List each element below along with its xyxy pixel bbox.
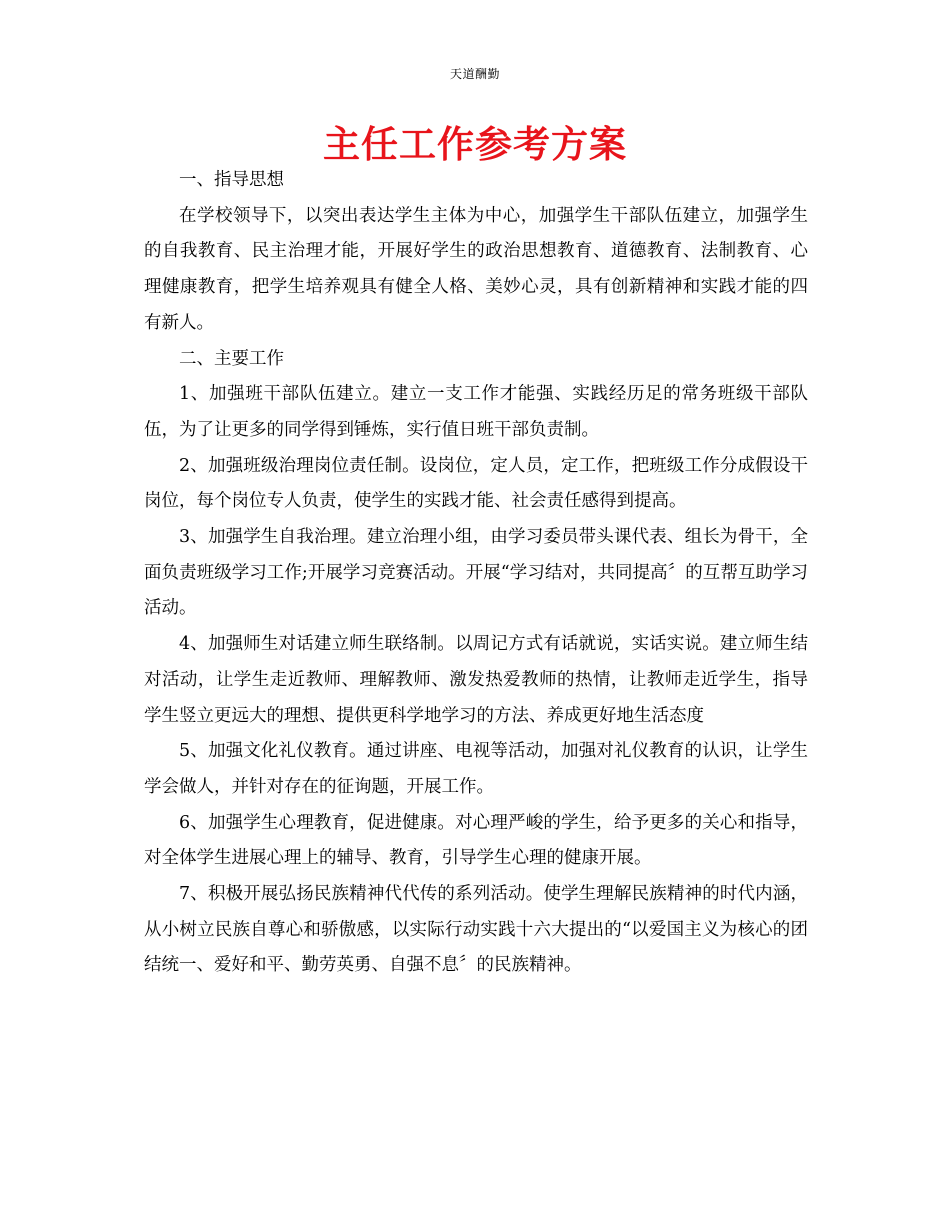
- list-item: 1、加强班干部队伍建立。建立一支工作才能强、实践经历足的常务班级干部队伍，为了让更多的同学得到锤炼，实行值日班干部负责制。: [144, 384, 808, 440]
- list-item: 7、积极开展弘扬民族精神代代传的系列活动。使学生理解民族精神的时代内涵，从小树立民族自尊心和骄傲感，以实际行动实践十六大提出的“以爱国主义为核心的团结统一、爱好和平、勤劳英勇、自强不息〞的民族精神。: [144, 884, 808, 976]
- document-body: [144, 163, 808, 984]
- body-paragraph: 在学校领导下，以突出表达学生主体为中心，加强学生干部队伍建立，加强学生的自我教育、民主治理才能，开展好学生的政治思想教育、道德教育、法制教育、心理健康教育，把学生培养观具有健全人格、美妙心灵，具有创新精神和实践才能的四有新人。: [144, 205, 808, 333]
- page-header: 天道酬勤: [449, 67, 500, 81]
- list-item: 4、加强师生对话建立师生联络制。以周记方式有话就说，实话实说。建立师生结对活动，让学生走近教师、理解教师、激发热爱教师的热情，让教师走近学生，指导学生竖立更远大的理想、提供更科学地学习的方法、养成更好地生活态度: [144, 634, 808, 726]
- list-item: 3、加强学生自我治理。建立治理小组，由学习委员带头课代表、组长为骨干，全面负责班级学习工作;开展学习竞赛活动。开展“学习结对，共同提高〞的互帮互助学习活动。: [144, 527, 808, 619]
- list-item: 6、加强学生心理教育，促进健康。对心理严峻的学生，给予更多的关心和指导，对全体学生进展心理上的辅导、教育，引导学生心理的健康开展。: [144, 812, 808, 869]
- list-item: 2、加强班级治理岗位责任制。设岗位，定人员，定工作，把班级工作分成假设干岗位，每个岗位专人负责，使学生的实践才能、社会责任感得到提高。: [144, 455, 808, 512]
- document-title: 主任工作参考方案: [323, 123, 627, 166]
- section-heading-main-work: 二、主要工作: [179, 348, 284, 369]
- list-item: 5、加强文化礼仪教育。通过讲座、电视等活动，加强对礼仪教育的认识，让学生学会做人，并针对存在的征询题，开展工作。: [144, 741, 808, 797]
- section-heading-guiding-ideology: 一、指导思想: [179, 170, 284, 190]
